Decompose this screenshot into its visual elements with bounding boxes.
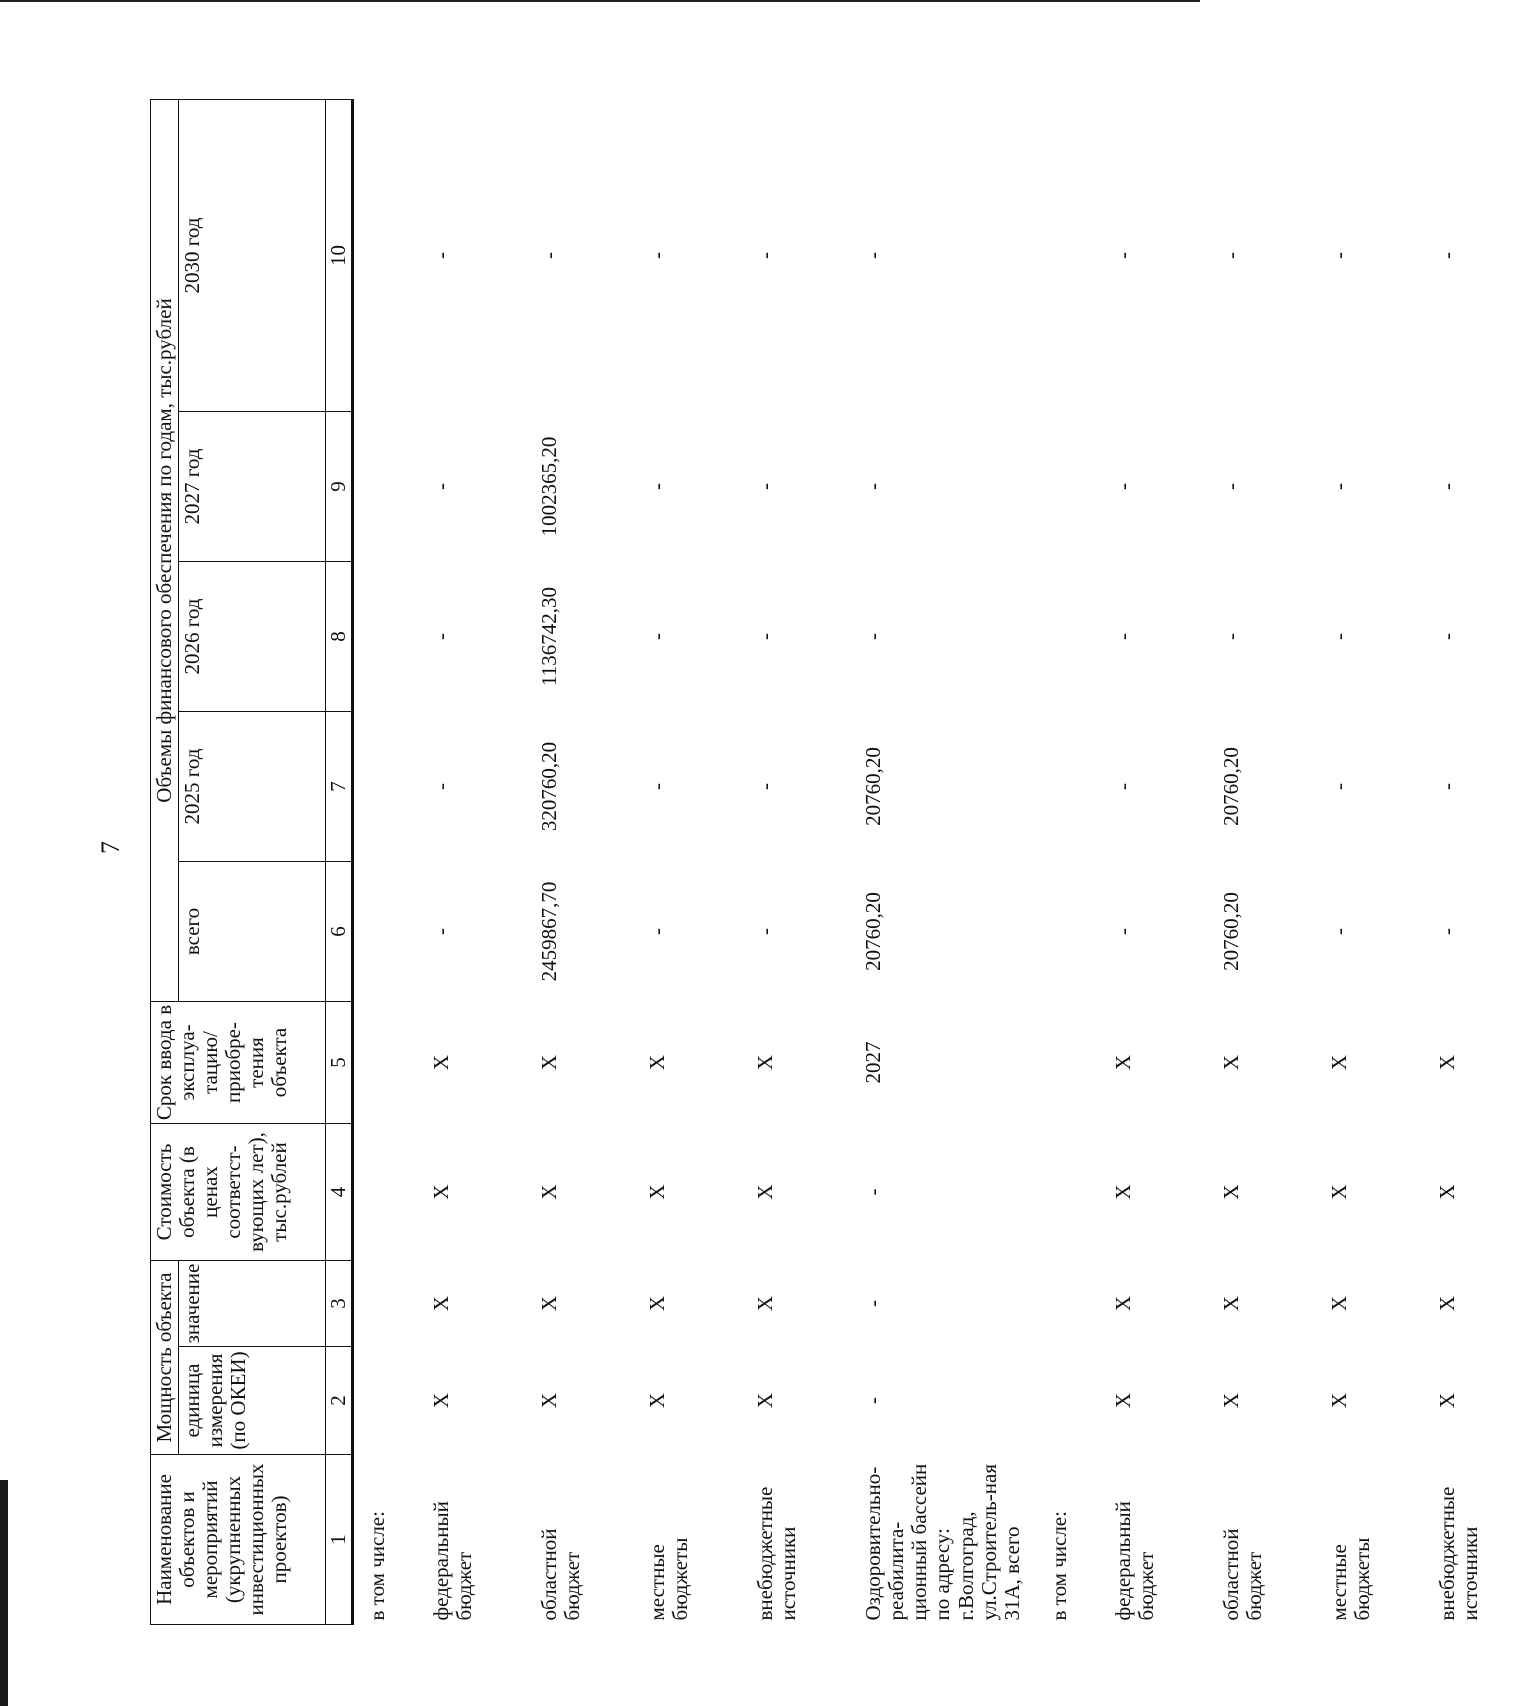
col-num: 2 [326, 1347, 353, 1455]
table-cell: 20760,20 [861, 747, 886, 826]
table-cell [1036, 412, 1100, 562]
table-cell: - [861, 1188, 886, 1196]
row-name: федеральный бюджет [1110, 1501, 1158, 1621]
table-cell [353, 1002, 419, 1124]
scan-edge-left [0, 1480, 8, 1706]
table-cell: Х [1110, 1054, 1135, 1071]
table-cell: Х [645, 1184, 670, 1200]
table-row [634, 99, 742, 1624]
row-name: в том числе: [365, 1511, 390, 1621]
row-name: внебюджетные источники [1434, 1486, 1482, 1621]
table-row [526, 99, 634, 1624]
table-cell: - [1110, 928, 1135, 935]
table-cell [353, 412, 419, 562]
table-cell: - [1110, 252, 1135, 259]
row-name: местные бюджеты [1326, 1537, 1374, 1621]
table-cell: - [429, 633, 454, 640]
table-cell: - [1326, 483, 1351, 490]
table-row [1100, 99, 1208, 1624]
table-row [1424, 99, 1532, 1624]
table-cell: Х [645, 1295, 670, 1312]
table-cell: - [429, 483, 454, 490]
table-cell: 2027 [861, 1041, 886, 1084]
table-cell: Х [1218, 1184, 1243, 1200]
table-cell: - [1110, 483, 1135, 490]
table-cell: - [1434, 928, 1459, 935]
table-cell: Х [1326, 1392, 1351, 1409]
table-cell: - [753, 252, 778, 259]
header-2027: 2027 год [179, 412, 326, 562]
table-row [1316, 99, 1424, 1624]
table-cell: Х [1434, 1392, 1459, 1409]
table-cell: Х [1110, 1295, 1135, 1312]
table-cell [1036, 712, 1100, 862]
table-cell: - [645, 483, 670, 490]
col-num: 10 [326, 99, 353, 411]
table-cell: - [645, 252, 670, 259]
table-cell [1036, 562, 1100, 712]
table-row [418, 99, 526, 1624]
col-num: 8 [326, 562, 353, 712]
col-num: 3 [326, 1261, 353, 1347]
row-name: областной бюджет [537, 1528, 585, 1621]
scan-edge-top [0, 0, 1200, 2]
table-cell: - [1434, 483, 1459, 490]
header-row-top [151, 99, 179, 1624]
row-name: областной бюджет [1218, 1528, 1266, 1621]
table-cell: 320760,20 [537, 741, 562, 832]
table-cell: 1002365,20 [537, 436, 562, 537]
table-cell: - [645, 783, 670, 790]
table-row [742, 99, 850, 1624]
col-num: 1 [326, 1455, 353, 1625]
table-row [353, 99, 419, 1624]
header-volumes: Объемы финансового обеспечения по годам, тыс.рублей [151, 99, 179, 1001]
table-cell: - [1218, 633, 1243, 640]
table-cell: - [429, 783, 454, 790]
row-name: Оздоровительно-реабилита-ционный бассейн по адресу: г.Волгоград, ул.Строитель-ная 31А, всего [861, 1463, 1024, 1621]
table-cell: - [753, 783, 778, 790]
header-value: значение [179, 1261, 326, 1347]
table-cell [1036, 1347, 1100, 1455]
table-cell: Х [753, 1295, 778, 1312]
table-cell: 2459867,70 [537, 881, 562, 982]
table-cell: Х [645, 1054, 670, 1071]
table-cell: Х [429, 1392, 454, 1409]
table-row [1208, 99, 1316, 1624]
table-cell: Х [1326, 1295, 1351, 1312]
table-cell [1036, 1002, 1100, 1124]
table-cell: Х [753, 1184, 778, 1200]
table-cell: - [1218, 252, 1243, 259]
table-cell: 20760,20 [1218, 892, 1243, 971]
table-cell [1036, 862, 1100, 1002]
table-cell: Х [537, 1054, 562, 1071]
table-cell [353, 1347, 419, 1455]
table-cell: - [1326, 928, 1351, 935]
table-cell: - [753, 483, 778, 490]
table-cell: Х [1326, 1054, 1351, 1071]
table-cell: - [753, 633, 778, 640]
table-cell: 1136742,30 [537, 587, 562, 686]
table-cell: - [429, 252, 454, 259]
table-cell: - [645, 633, 670, 640]
table-cell: Х [753, 1054, 778, 1071]
table-cell: Х [1434, 1054, 1459, 1071]
header-total: всего [179, 862, 326, 1002]
table-cell: - [861, 483, 886, 490]
table-cell: - [1434, 783, 1459, 790]
col-num: 5 [326, 1002, 353, 1124]
table-cell [353, 562, 419, 712]
col-num: 4 [326, 1124, 353, 1261]
table-cell [353, 862, 419, 1002]
table-cell: - [1326, 633, 1351, 640]
table-cell: - [753, 928, 778, 935]
table-cell: Х [537, 1392, 562, 1409]
table-cell: - [861, 1300, 886, 1307]
header-term: Срок ввода в эксплуа-тацию/ приобре-тения объекта [151, 1002, 326, 1124]
table-cell: Х [1218, 1295, 1243, 1312]
table-cell: Х [1110, 1392, 1135, 1409]
table-cell: - [861, 633, 886, 640]
table-cell: Х [1218, 1392, 1243, 1409]
table-cell: - [1326, 783, 1351, 790]
table-cell: Х [1434, 1295, 1459, 1312]
column-number-row [326, 99, 353, 1624]
row-name: в том числе: [1046, 1511, 1071, 1621]
table-cell: Х [537, 1295, 562, 1312]
table-row [850, 99, 1036, 1624]
table-cell: Х [429, 1184, 454, 1200]
table-cell [353, 712, 419, 862]
table-cell [353, 99, 419, 411]
col-num: 6 [326, 862, 353, 1002]
table-cell: Х [645, 1392, 670, 1409]
header-2026: 2026 год [179, 562, 326, 712]
table-cell: - [861, 252, 886, 259]
table-cell [1036, 1261, 1100, 1347]
table-body [353, 99, 1532, 1624]
table-cell: Х [1326, 1184, 1351, 1200]
table-cell [353, 1124, 419, 1261]
table-cell: - [1110, 783, 1135, 790]
table-cell: - [1326, 252, 1351, 259]
table-cell: - [1434, 252, 1459, 259]
table-cell [353, 1261, 419, 1347]
table-row [1036, 99, 1100, 1624]
table-cell: Х [1434, 1184, 1459, 1200]
table-cell [1036, 1124, 1100, 1261]
rotated-table-container [150, 100, 1482, 1625]
table-cell [1036, 99, 1100, 411]
table-cell: - [537, 252, 562, 259]
table-cell: - [429, 928, 454, 935]
row-name: федеральный бюджет [429, 1501, 477, 1621]
header-2030: 2030 год [179, 99, 326, 411]
table-cell: - [645, 928, 670, 935]
table-cell: - [861, 1397, 886, 1404]
table-cell: 20760,20 [1218, 747, 1243, 826]
header-unit: единица измерения (по ОКЕИ) [179, 1347, 326, 1455]
header-name: Наименование объектов и мероприятий (укрупненных инвестиционных проектов) [151, 1455, 326, 1625]
table-cell: - [1434, 633, 1459, 640]
row-name: местные бюджеты [645, 1537, 693, 1621]
table-cell: Х [429, 1295, 454, 1312]
header-capacity: Мощность объекта [151, 1261, 179, 1455]
table-cell: Х [1110, 1184, 1135, 1200]
table-cell: Х [1218, 1054, 1243, 1071]
table-cell: - [1110, 633, 1135, 640]
header-row-sub [179, 99, 326, 1624]
table-cell: Х [537, 1184, 562, 1200]
table-cell: - [1218, 483, 1243, 490]
header-cost: Стоимость объекта (в ценах соответст-вующих лет), тыс.рублей [151, 1124, 326, 1261]
page-number: 7 [96, 841, 125, 854]
table-cell: 20760,20 [861, 892, 886, 971]
header-2025: 2025 год [179, 712, 326, 862]
col-num: 7 [326, 712, 353, 862]
row-name: внебюджетные источники [753, 1486, 801, 1621]
financing-table [150, 99, 1532, 1625]
col-num: 9 [326, 412, 353, 562]
table-cell: Х [753, 1392, 778, 1409]
table-cell: Х [429, 1054, 454, 1071]
